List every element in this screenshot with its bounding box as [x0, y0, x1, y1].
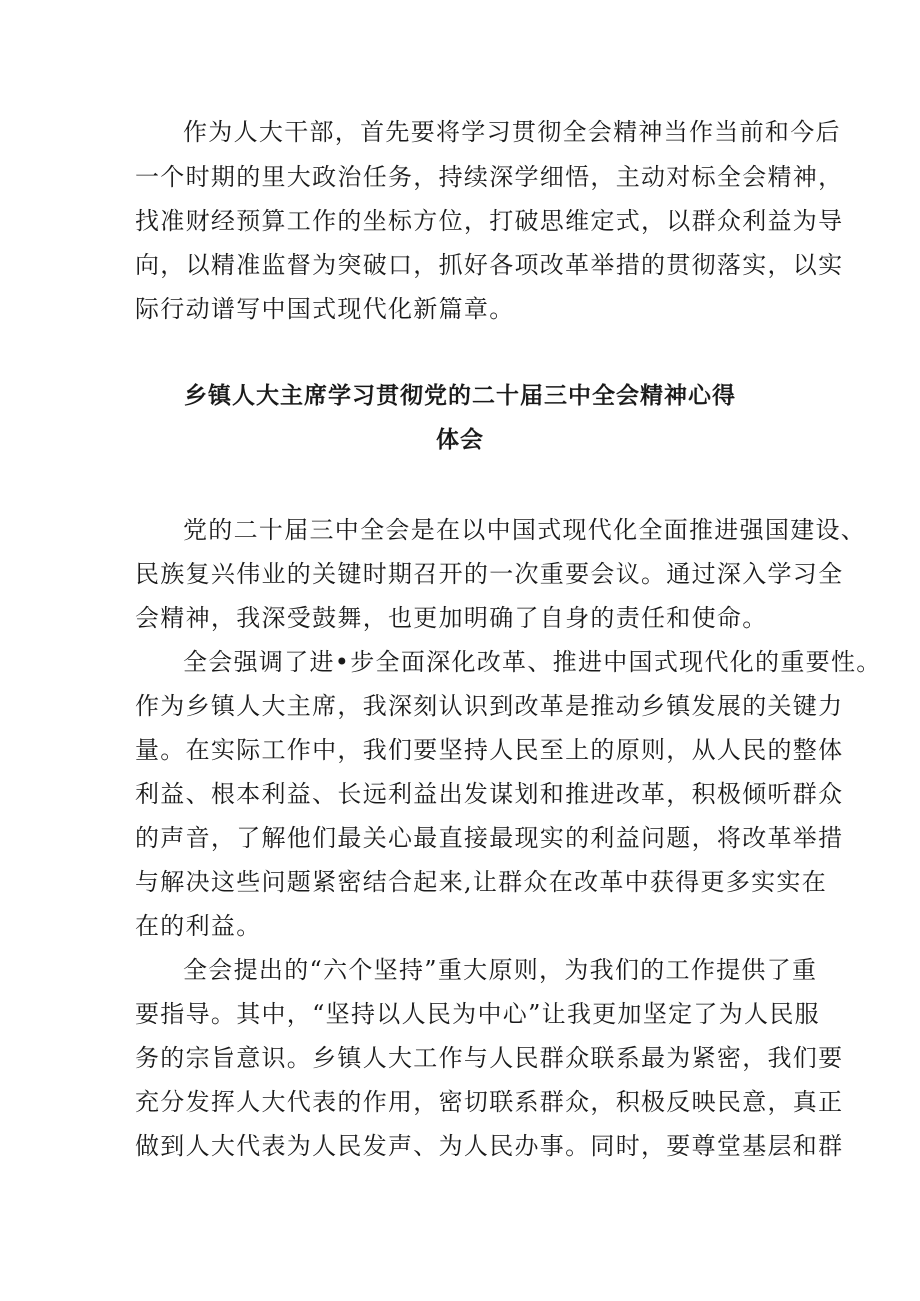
paragraph-line: 作为乡镇人大主席，我深刻认识到改革是推动乡镇发展的关键力: [135, 692, 844, 720]
paragraph-line: 会精神，我深受鼓舞，也更加明确了自身的责任和使命。: [135, 604, 768, 632]
paragraph-line: 向，以精准监督为突破口，抓好各项改革举措的贯彻落实，以实: [135, 251, 844, 279]
paragraph-line: 的声音，了解他们最关心最直接最现实的利益问题，将改革举措: [135, 824, 844, 852]
paragraph-line: 做到人大代表为人民发声、为人民办事。同时，要尊堂基层和群: [135, 1132, 844, 1160]
paragraph-line: 作为人大干部，首先要将学习贯彻全会精神当作当前和今后: [183, 118, 841, 146]
article-title-line-2: 体会: [436, 427, 484, 453]
paragraph-line: 在的利益。: [135, 912, 262, 940]
paragraph-line: 一个时期的里大政治任务，持续深学细悟，主动对标全会精神，: [135, 163, 844, 191]
paragraph-line: 际行动谱写中国式现代化新篇章。: [135, 295, 515, 323]
paragraph-line: 利益、根本利益、长远利益出发谋划和推进改革，积极倾听群众: [135, 780, 844, 808]
paragraph-line: 找准财经预算工作的坐标方位，打破思维定式，以群众利益为导: [135, 207, 844, 235]
paragraph-line: 要指导。其中，“坚持以人民为中心”让我更加坚定了为人民服: [135, 1000, 820, 1028]
paragraph-line: 党的二十届三中全会是在以中国式现代化全面推进强国建设、: [183, 516, 867, 544]
paragraph-line: 量。在实际工作中，我们要坚持人民至上的原则，从人民的整体: [135, 736, 844, 764]
paragraph-line: 务的宗旨意识。乡镇人大工作与人民群众联系最为紧密，我们要: [135, 1044, 844, 1072]
paragraph-line: 全会提出的“六个坚持”重大原则，为我们的工作提供了重: [183, 956, 818, 984]
paragraph-line: 与解决这些问题紧密结合起来,让群众在改革中获得更多实实在: [135, 868, 828, 896]
article-title-line-1: 乡镇人大主席学习贯彻党的二十届三中全会精神心得: [184, 383, 736, 409]
paragraph-line: 充分发挥人大代表的作用，密切联系群众，积极反映民意，真正: [135, 1088, 844, 1116]
paragraph-line: 全会强调了进•步全面深化改革、推进中国式现代化的重要性。: [183, 648, 882, 676]
paragraph-line: 民族复兴伟业的关键时期召开的一次重要会议。通过深入学习全: [135, 560, 844, 588]
